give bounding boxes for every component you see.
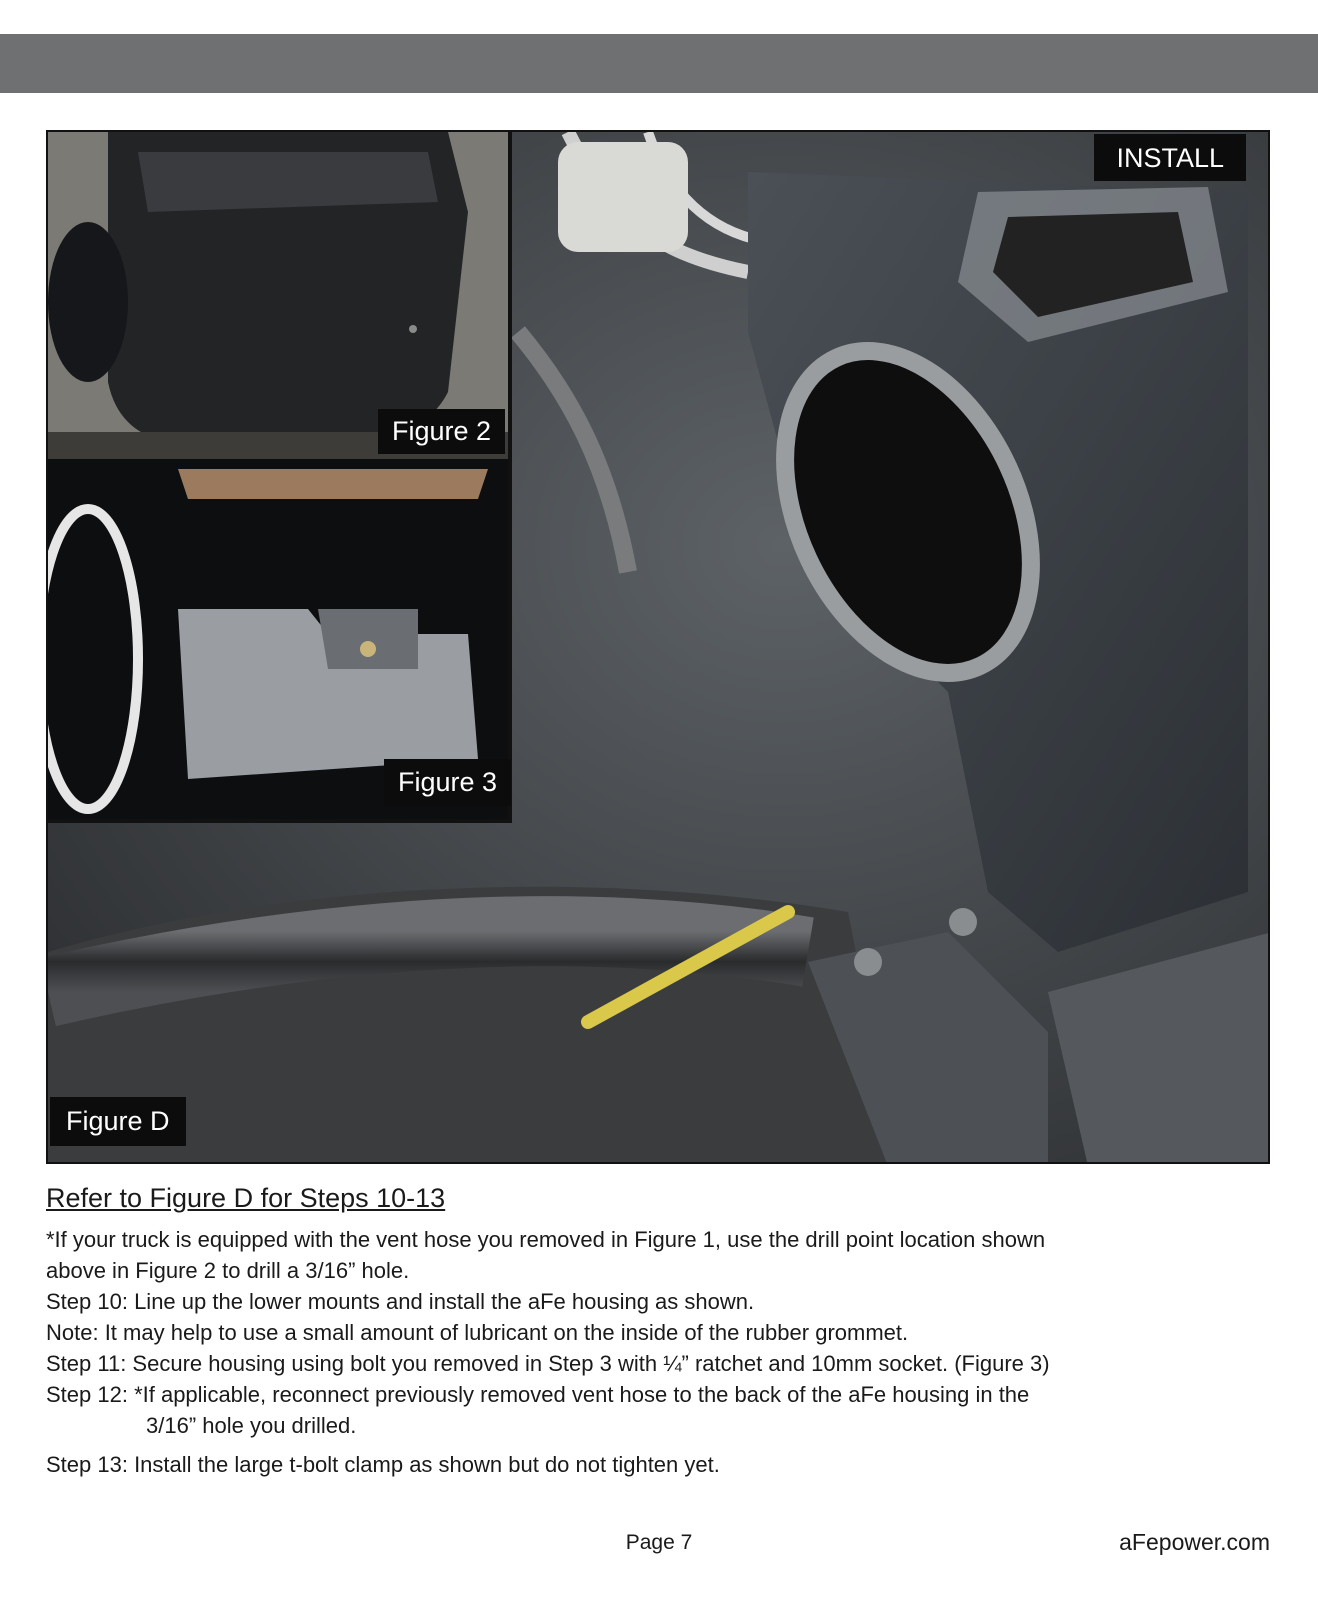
instruction-line: Step 12: *If applicable, reconnect previously removed vent hose to the back of the aFe housing in the — [46, 1382, 1030, 1407]
instruction-line: *If your truck is equipped with the vent hose you removed in Figure 1, use the drill point location shown — [46, 1227, 1046, 1252]
instructions-heading: Refer to Figure D for Steps 10-13 — [46, 1183, 446, 1213]
instruction-line: Step 13: Install the large t-bolt clamp as shown but do not tighten yet. — [46, 1452, 720, 1477]
page-number: Page 7 — [625, 1531, 693, 1554]
instruction-line: Step 11: Secure housing using bolt you removed in Step 3 with ¼” ratchet and 10mm socket. (Figure 3) — [46, 1351, 1050, 1376]
instruction-line: 3/16” hole you drilled. — [146, 1413, 357, 1438]
instruction-line: Note: It may help to use a small amount of lubricant on the inside of the rubber grommet. — [46, 1320, 909, 1345]
figure-3-label: Figure 3 — [384, 759, 511, 806]
figure-d-photo — [46, 130, 1270, 1164]
figure-d-label: Figure D — [50, 1097, 186, 1146]
instruction-line: above in Figure 2 to drill a 3/16” hole. — [46, 1258, 410, 1283]
instructions-block — [46, 1180, 1276, 1480]
header-bar — [0, 34, 1318, 93]
website-url: aFepower.com — [1119, 1529, 1270, 1555]
instruction-line: Step 10: Line up the lower mounts and install the aFe housing as shown. — [46, 1289, 755, 1314]
install-label: INSTALL — [1094, 134, 1246, 181]
figure-2-label: Figure 2 — [378, 409, 505, 454]
